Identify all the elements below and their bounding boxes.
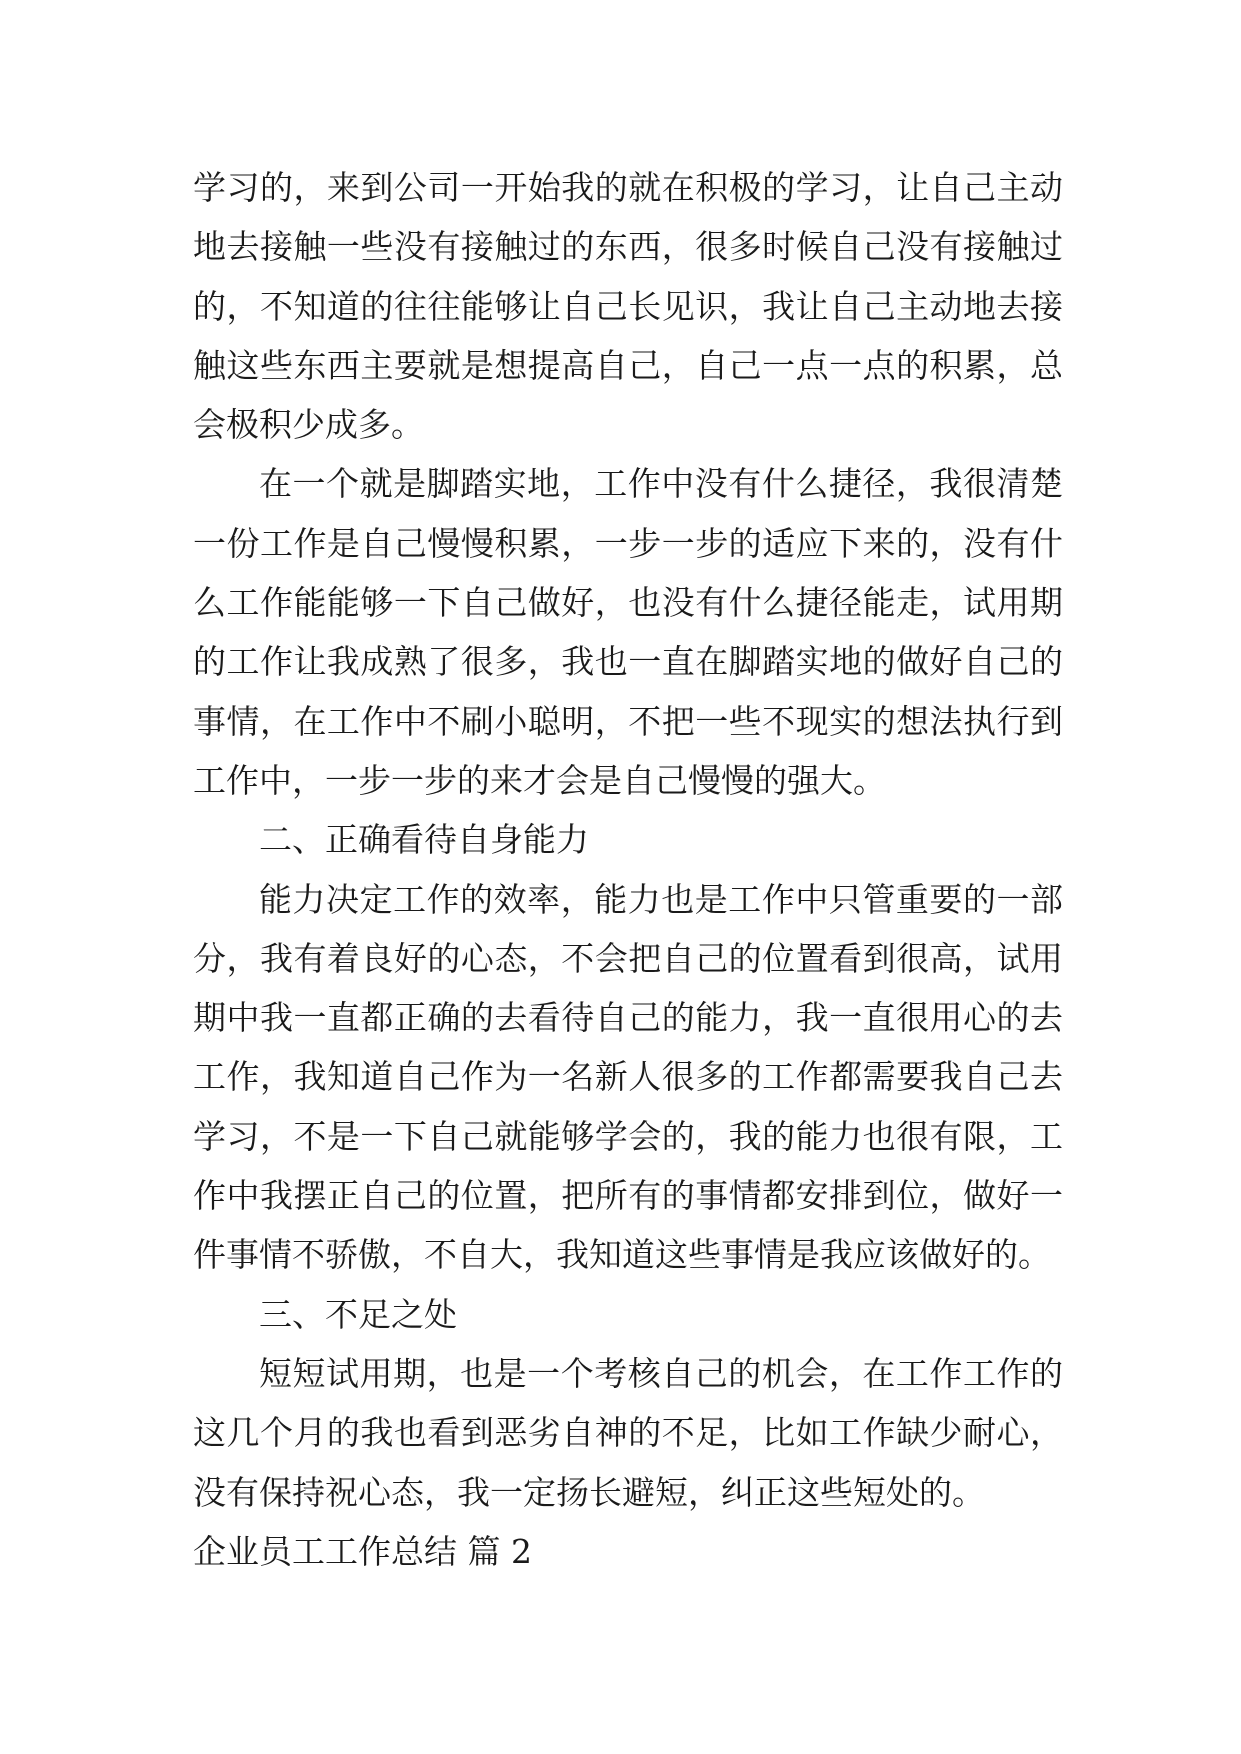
text-line: 这几个月的我也看到恶劣自神的不足，比如工作缺少耐心， bbox=[193, 1413, 1063, 1453]
text-line: 期中我一直都正确的去看待自己的能力，我一直很用心的去 bbox=[193, 998, 1063, 1038]
text-line: 一份工作是自己慢慢积累，一步一步的适应下来的，没有什 bbox=[193, 523, 1063, 563]
text-line: 在一个就是脚踏实地，工作中没有什么捷径，我很清楚 bbox=[259, 464, 1063, 504]
text-line: 的，不知道的往往能够让自己长见识，我让自己主动地去接 bbox=[193, 286, 1063, 326]
text-line: 事情，在工作中不刷小聪明，不把一些不现实的想法执行到 bbox=[193, 701, 1063, 741]
text-line: 三、不足之处 bbox=[259, 1294, 457, 1334]
text-line: 能力决定工作的效率，能力也是工作中只管重要的一部 bbox=[259, 879, 1063, 919]
text-line: 触这些东西主要就是想提高自己，自己一点一点的积累，总 bbox=[193, 345, 1063, 385]
text-line: 二、正确看待自身能力 bbox=[259, 820, 589, 860]
text-line: 地去接触一些没有接触过的东西，很多时候自己没有接触过 bbox=[193, 227, 1063, 267]
text-line: 会极积少成多。 bbox=[193, 405, 424, 445]
text-line: 工作，我知道自己作为一名新人很多的工作都需要我自己去 bbox=[193, 1057, 1063, 1097]
text-line: 学习的，来到公司一开始我的就在积极的学习，让自己主动 bbox=[193, 168, 1063, 207]
text-line: 分，我有着良好的心态，不会把自己的位置看到很高，试用 bbox=[193, 938, 1063, 978]
text-line: 没有保持祝心态，我一定扬长避短，纠正这些短处的。 bbox=[193, 1472, 985, 1512]
text-line: 作中我摆正自己的位置，把所有的事情都安排到位，做好一 bbox=[193, 1176, 1063, 1216]
text-line: 件事情不骄傲，不自大，我知道这些事情是我应该做好的。 bbox=[193, 1235, 1051, 1275]
text-line: 工作中，一步一步的来才会是自己慢慢的强大。 bbox=[193, 760, 886, 800]
text-line: 么工作能能够一下自己做好，也没有什么捷径能走，试用期 bbox=[193, 583, 1063, 623]
document-body bbox=[193, 158, 1063, 1581]
text-line: 的工作让我成熟了很多，我也一直在脚踏实地的做好自己的 bbox=[193, 642, 1063, 682]
text-line: 学习，不是一下自己就能够学会的，我的能力也很有限，工 bbox=[193, 1116, 1063, 1156]
text-line: 短短试用期，也是一个考核自己的机会，在工作工作的 bbox=[259, 1353, 1063, 1393]
section-heading: 企业员工工作总结 篇 2 bbox=[193, 1531, 532, 1571]
